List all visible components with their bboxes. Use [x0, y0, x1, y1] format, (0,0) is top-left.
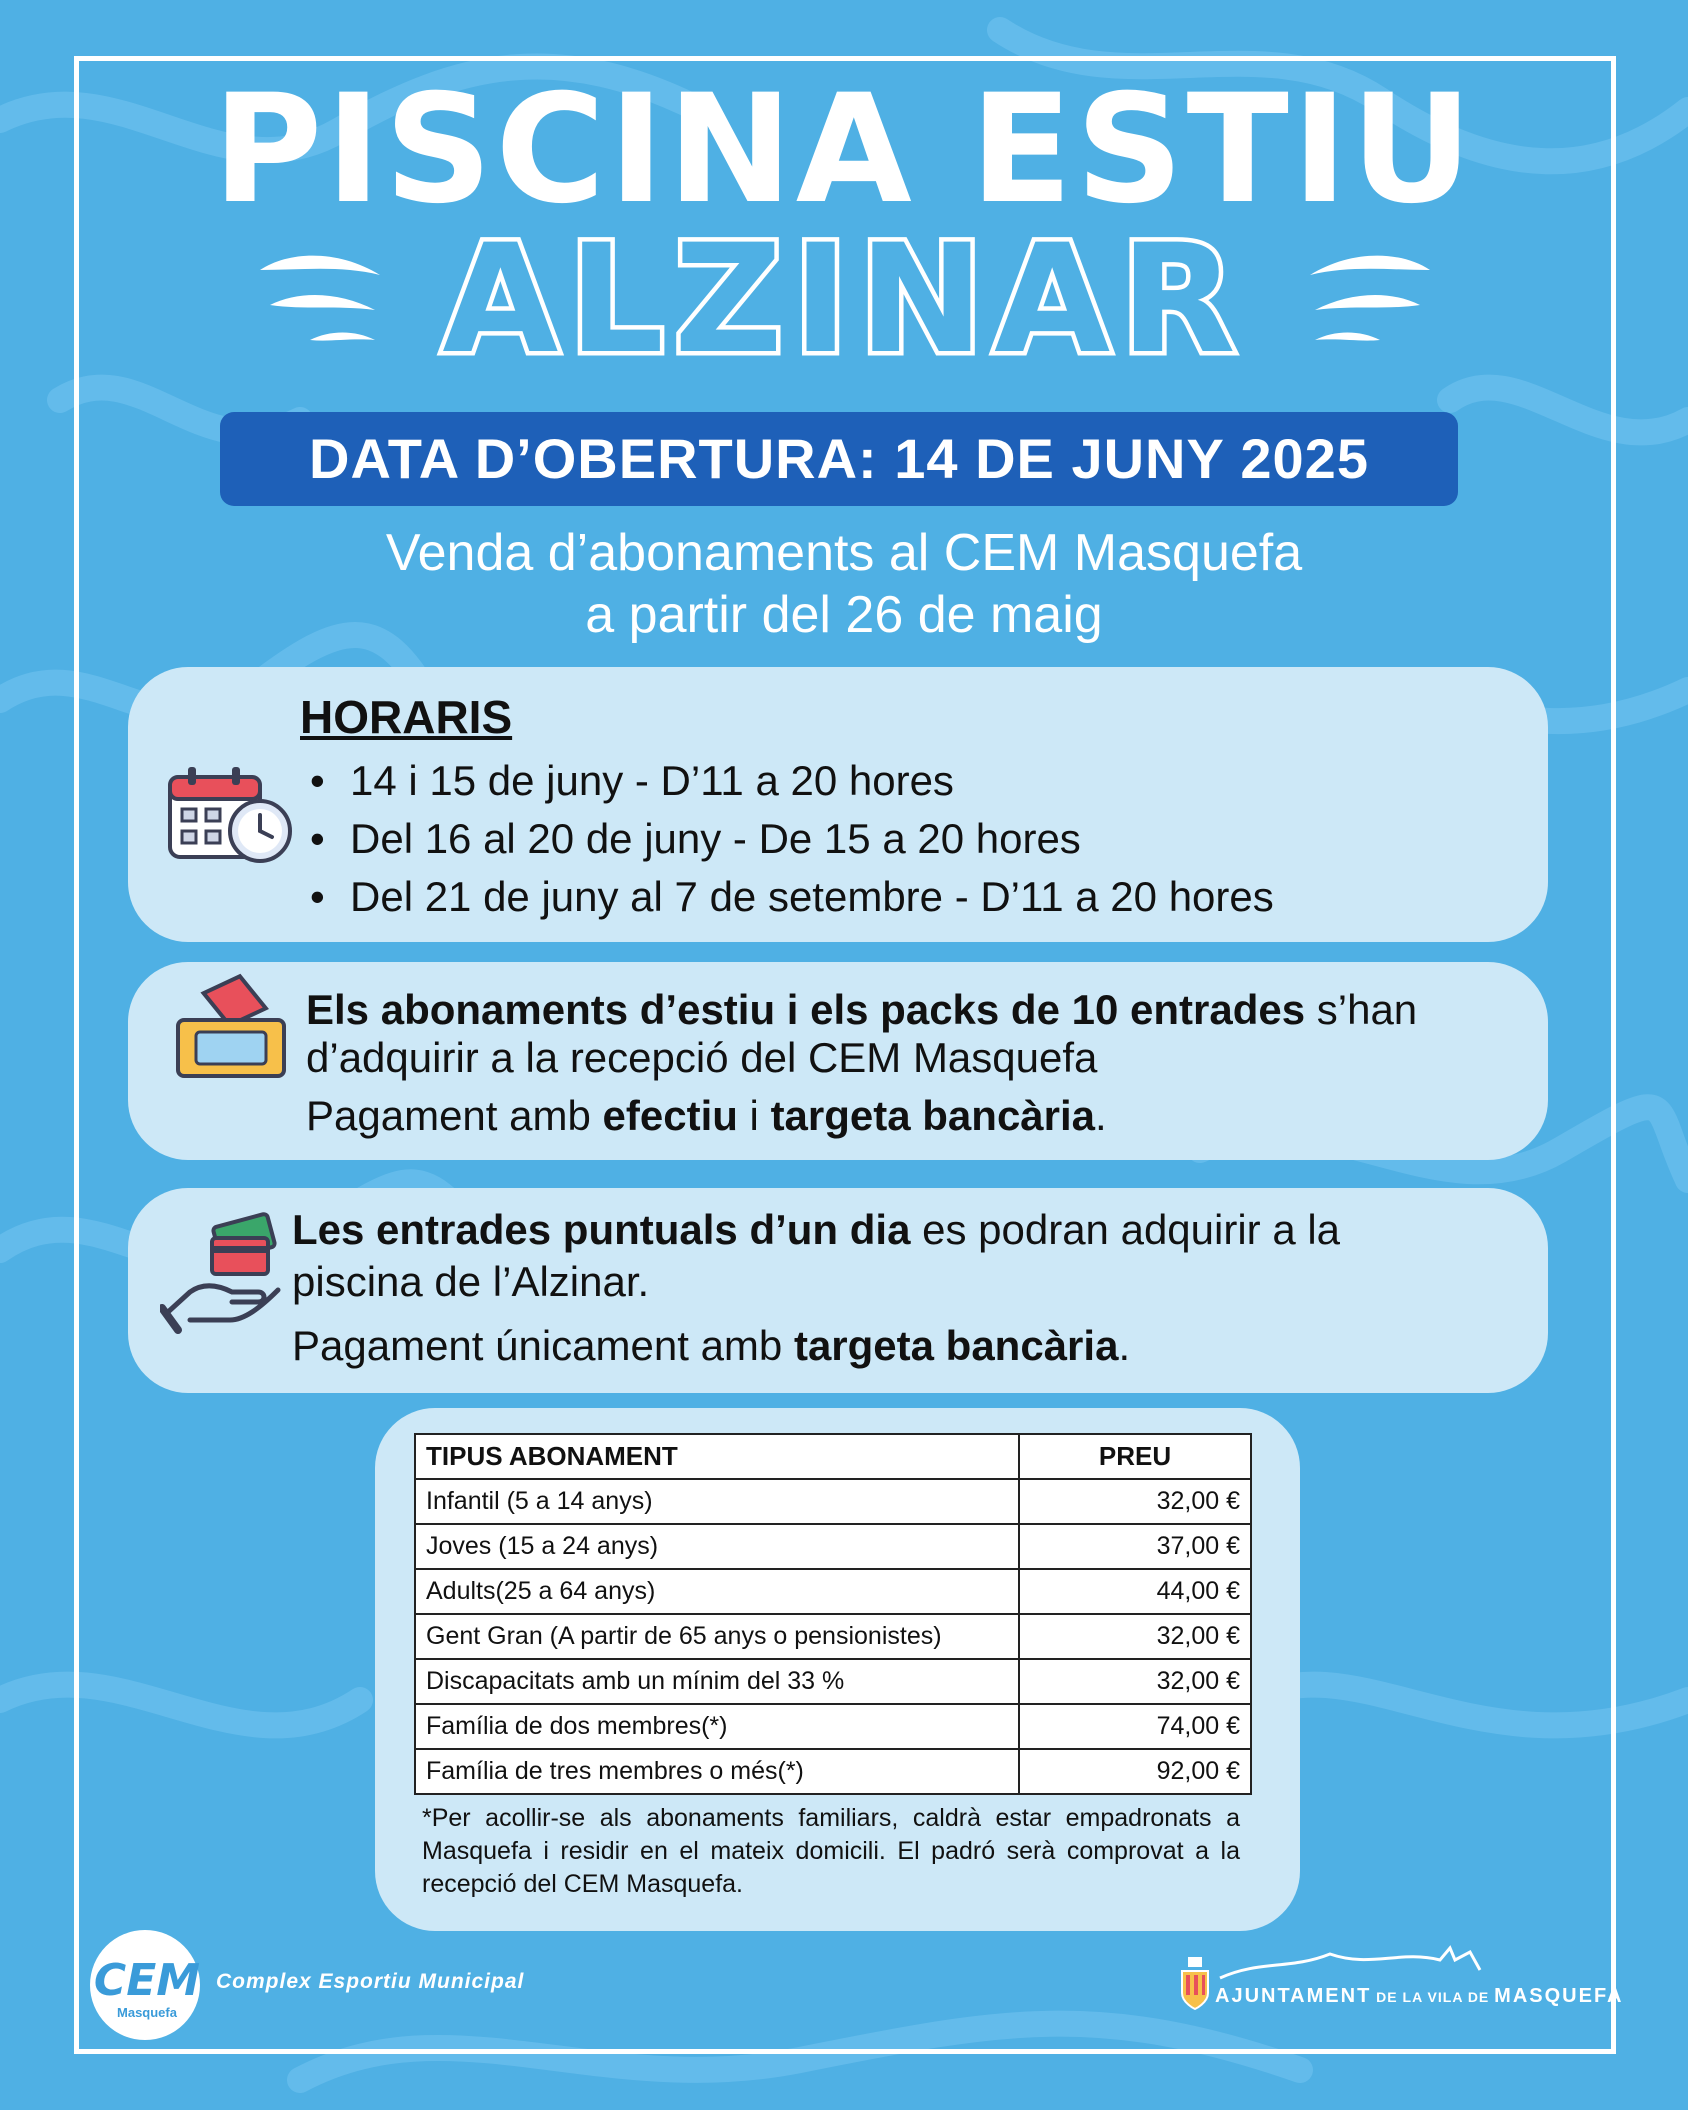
water-splash-icon	[250, 230, 390, 370]
cem-caption: Complex Esportiu Municipal	[216, 1970, 525, 1993]
schedule-title: HORARIS	[300, 691, 513, 743]
council-town: MASQUEFA	[1494, 1985, 1624, 2007]
title-line-1: PISCINA ESTIU	[212, 63, 1476, 237]
table-header-row	[415, 1434, 1251, 1479]
day-ticket-rest: es podran adquirir a la	[910, 1206, 1341, 1253]
payment-card: targeta bancària	[793, 1322, 1119, 1369]
payment-prefix: Pagament únicament amb	[292, 1322, 794, 1369]
sale-info-line-1: Venda d’abonaments al CEM Masquefa	[385, 524, 1303, 582]
sale-info-line-2: a partir del 26 de maig	[585, 586, 1103, 644]
schedule-list	[310, 752, 1274, 926]
council-mid: DE LA VILA DE	[1371, 1989, 1495, 2005]
town-council-name	[1215, 1985, 1624, 2008]
table-row	[415, 1479, 1251, 1524]
pass-type: Infantil (5 a 14 anys)	[415, 1479, 1019, 1524]
pass-price: 37,00 €	[1019, 1524, 1251, 1569]
opening-date-banner: DATA D’OBERTURA: 14 DE JUNY 2025	[220, 412, 1458, 506]
table-row	[415, 1659, 1251, 1704]
season-pass-rest: s’han	[1305, 986, 1418, 1033]
table-row	[415, 1524, 1251, 1569]
town-skyline-icon	[1180, 1940, 1520, 1990]
schedule-item: • Del 21 de juny al 7 de setembre - D’11 a 20 hores	[310, 868, 1274, 926]
payment-card: targeta bancària	[770, 1092, 1096, 1139]
pass-type: Discapacitats amb un mínim del 33 %	[415, 1659, 1019, 1704]
season-pass-line-2: d’adquirir a la recepció del CEM Masquefa	[306, 1034, 1098, 1081]
calendar-clock-icon	[166, 765, 294, 865]
day-ticket-line-2: piscina de l’Alzinar.	[292, 1258, 650, 1305]
pass-type: Adults(25 a 64 anys)	[415, 1569, 1019, 1614]
pass-type: Família de tres membres o més(*)	[415, 1749, 1019, 1794]
pass-price: 32,00 €	[1019, 1479, 1251, 1524]
season-pass-payment	[306, 1088, 1107, 1144]
table-row	[415, 1704, 1251, 1749]
table-row	[415, 1614, 1251, 1659]
price-table	[414, 1433, 1252, 1795]
schedule-item: • 14 i 15 de juny - D’11 a 20 hores	[310, 752, 1274, 810]
pass-type: Família de dos membres(*)	[415, 1704, 1019, 1749]
payment-end: .	[1118, 1322, 1131, 1369]
payment-cash: efectiu	[602, 1092, 738, 1139]
pass-type: Gent Gran (A partir de 65 anys o pensionistes)	[415, 1614, 1019, 1659]
family-pass-note: *Per acollir-se als abonaments familiars, caldrà estar empadronats a Masquefa i residir en el mateix domicili. El padró serà comprovat a la recepció del CEM Masquefa.	[422, 1804, 1240, 1898]
council-word: AJUNTAMENT	[1215, 1985, 1372, 2007]
season-pass-bold: Els abonaments d’estiu i els packs de 10 entrades	[306, 986, 1306, 1033]
table-row	[415, 1569, 1251, 1614]
cem-logo-subtext: Masquefa	[117, 2005, 177, 2020]
pass-price: 32,00 €	[1019, 1614, 1251, 1659]
hand-card-icon	[160, 1212, 290, 1342]
pass-price: 74,00 €	[1019, 1704, 1251, 1749]
coat-of-arms-icon	[1180, 1955, 1210, 2010]
schedule-item: • Del 16 al 20 de juny - De 15 a 20 hores	[310, 810, 1274, 868]
pass-type: Joves (15 a 24 anys)	[415, 1524, 1019, 1569]
column-header-price: PREU	[1019, 1434, 1251, 1479]
pass-price: 44,00 €	[1019, 1569, 1251, 1614]
pass-price: 92,00 €	[1019, 1749, 1251, 1794]
cem-logo-text: CEM	[93, 1955, 201, 2006]
pass-price: 32,00 €	[1019, 1659, 1251, 1704]
payment-prefix: Pagament amb	[306, 1092, 603, 1139]
title-line-2: ALZINAR	[442, 213, 1246, 387]
column-header-type: TIPUS ABONAMENT	[415, 1434, 1019, 1479]
payment-mid: i	[737, 1092, 771, 1139]
ticket-icon	[172, 972, 290, 1082]
day-ticket-line-1	[292, 1202, 1522, 1258]
day-ticket-bold: Les entrades puntuals d’un dia	[292, 1206, 911, 1253]
table-row	[415, 1749, 1251, 1794]
day-ticket-payment	[292, 1318, 1130, 1374]
water-splash-icon	[1300, 230, 1440, 370]
payment-end: .	[1095, 1092, 1107, 1139]
